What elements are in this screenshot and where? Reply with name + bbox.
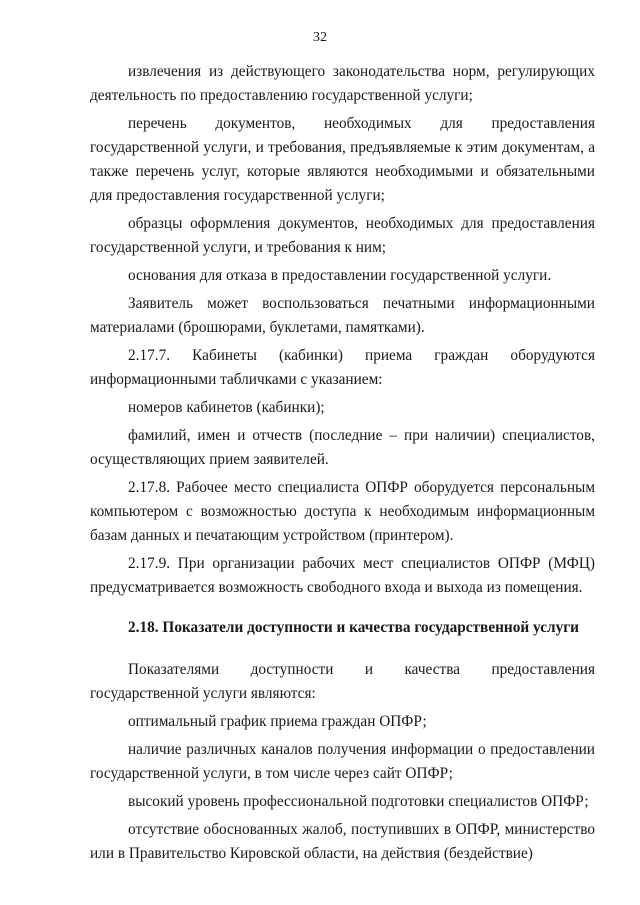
paragraph: 2.17.7. Кабинеты (кабинки) приема граждан оборудуются информационными табличками с указанием: xyxy=(90,347,595,388)
paragraph: отсутствие обоснованных жалоб, поступивших в ОПФР, министерство или в Правительство Кировской области, на действия (бездействие) xyxy=(90,821,595,862)
paragraph: основания для отказа в предоставлении государственной услуги. xyxy=(128,267,552,284)
paragraph: Заявитель может воспользоваться печатными информационными материалами (брошюрами, буклетами, памятками). xyxy=(90,295,595,336)
section-heading: 2.18. Показатели доступности и качества государственной услуги xyxy=(128,619,579,636)
page-number: 32 xyxy=(313,30,327,45)
paragraph: номеров кабинетов (кабинки); xyxy=(128,399,325,416)
paragraph: 2.17.8. Рабочее место специалиста ОПФР оборудуется персональным компьютером с возможностью доступа к необходимым информационным базам данных и печатающим устройством (принтером). xyxy=(90,479,595,544)
paragraph: Показателями доступности и качества предоставления государственной услуги являются: xyxy=(90,661,595,702)
paragraph: оптимальный график приема граждан ОПФР; xyxy=(128,713,427,730)
document-body xyxy=(90,60,595,870)
paragraph: образцы оформления документов, необходимых для предоставления государственной услуги, и требования к ним; xyxy=(90,215,595,256)
paragraph: фамилий, имен и отчеств (последние – при наличии) специалистов, осуществляющих прием заявителей. xyxy=(90,427,595,468)
paragraph: извлечения из действующего законодательства норм, регулирующих деятельность по предоставлению государственной услуги; xyxy=(90,63,595,104)
paragraph: 2.17.9. При организации рабочих мест специалистов ОПФР (МФЦ) предусматривается возможность свободного входа и выхода из помещения. xyxy=(90,555,595,596)
paragraph: перечень документов, необходимых для предоставления государственной услуги, и требования, предъявляемые к этим документам, а также перечень услуг, которые являются необходимыми и обязательными для предоставления государственной услуги; xyxy=(90,115,595,204)
paragraph: наличие различных каналов получения информации о предоставлении государственной услуги, в том числе через сайт ОПФР; xyxy=(90,741,595,782)
paragraph: высокий уровень профессиональной подготовки специалистов ОПФР; xyxy=(128,793,589,810)
